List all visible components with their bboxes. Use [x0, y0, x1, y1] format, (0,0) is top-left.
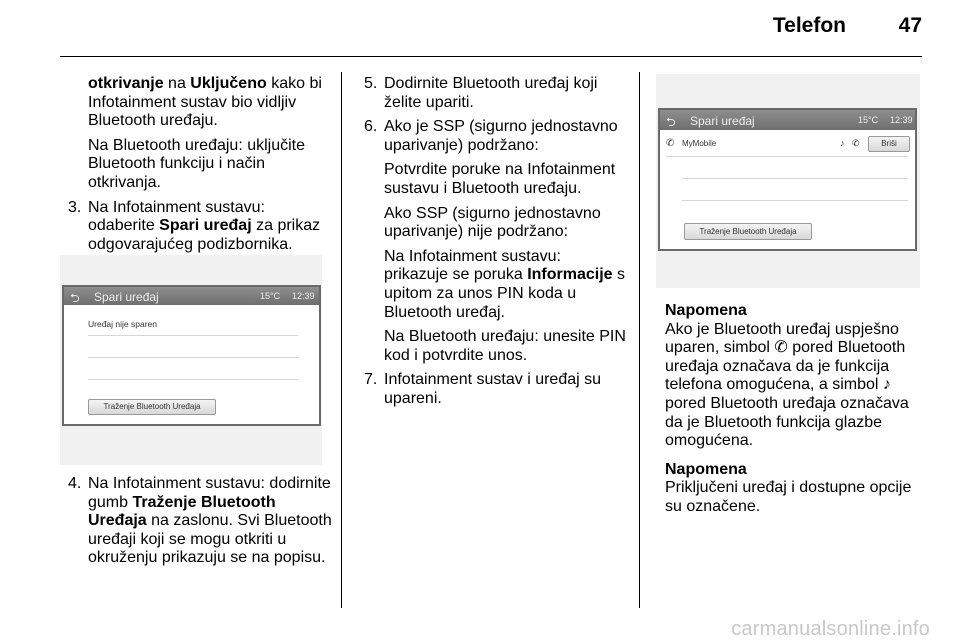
search-bluetooth-button[interactable]: Traženje Bluetooth Uređaja [88, 399, 216, 415]
bold-term-trazenje: Traženje Bluetooth Uređaja [88, 493, 276, 530]
back-arrow-icon: ⮌ [70, 291, 80, 305]
step-6-confirm: Potvrdite poruke na Infotainment sustavu i Bluetooth uređaju. [384, 161, 616, 197]
bold-term-spari-uredaj: Spari uređaj [159, 217, 252, 235]
temperature-readout: 15°C [260, 291, 281, 301]
music-symbol-icon: ♪ [882, 376, 891, 394]
back-arrow-icon: ⮌ [666, 115, 676, 129]
note-1-text: Ako je Bluetooth uređaj uspješno uparen, simbol ✆ pored Bluetooth uređaja označava da je funkcija telefona omogućena, a simbol ♪ pored Bluetooth uređaja označava da je Bluetooth funkcija glazbe omogućena. [665, 320, 909, 450]
bold-term-ukljuceno: Uključeno [190, 75, 267, 92]
list-separator [682, 178, 908, 179]
no-device-message: Uređaj nije sparen [88, 319, 157, 329]
list-separator [666, 156, 908, 157]
phone-icon: ✆ [666, 138, 675, 149]
clock-readout: 12:39 [292, 291, 315, 301]
column-divider-2 [639, 72, 640, 608]
column-divider-1 [341, 72, 342, 608]
column-1 [62, 75, 332, 254]
step-3: 3. Na Infotainment sustavu: odaberite Spari uređaj za prikaz odgovarajućeg podizbornika. [68, 198, 321, 253]
infotainment-screen-1 [62, 285, 321, 426]
step-6-pin-message: Na Infotainment sustavu: prikazuje se poruka Informacije s upitom za unos PIN koda u Bluetooth uređaj. [384, 247, 625, 321]
page-header-title: Telefon [772, 14, 846, 37]
note-2-text: Priključeni uređaj i dostupne opcije su označene. [665, 479, 912, 515]
watermark: carmanualsonline.info [731, 618, 930, 640]
screenshot-panel-2 [656, 74, 920, 288]
step-7: 7. Infotainment sustav i uređaj su upareni. [364, 371, 602, 407]
screenshot-panel-1 [60, 255, 322, 465]
column-2 [358, 75, 626, 409]
infotainment-screen-2 [658, 108, 917, 251]
search-bluetooth-button[interactable]: Traženje Bluetooth Uređaja [684, 223, 812, 240]
screen-title: Spari uređaj [690, 114, 755, 128]
music-note-icon: ♪ [840, 138, 845, 148]
page-number: 47 [898, 14, 922, 37]
list-separator [88, 379, 298, 380]
step-6-enter-pin: Na Bluetooth uređaju: unesite PIN kod i potvrdite unos. [384, 328, 626, 364]
column-1-lower [62, 475, 332, 568]
screen-title-bar [660, 110, 915, 130]
step-6-not-supported: Ako SSP (sigurno jednostavno uparivanje) nije podržano: [384, 204, 601, 241]
list-separator [88, 357, 298, 358]
header-rule [60, 56, 922, 57]
step-6: 6. Ako je SSP (sigurno jednostavno uparivanje) podržano: [364, 118, 618, 154]
screen-title-bar [64, 287, 319, 305]
screen-title: Spari uređaj [94, 290, 159, 304]
bluetooth-device-paragraph: Na Bluetooth uređaju: uključite Bluetooth funkciju i način otkrivanja. [88, 136, 306, 191]
delete-button[interactable]: Briši [868, 136, 910, 152]
step-4: 4. Na Infotainment sustavu: dodirnite gumb Traženje Bluetooth Uređaja na zaslonu. Svi Bluetooth uređaji koji se mogu otkriti u okruženju prikazuju se na popisu. [68, 475, 332, 567]
note-heading-2: Napomena [665, 460, 747, 478]
continued-paragraph: otkrivanje na Uključeno kako bi Infotainment sustav bio vidljiv Bluetooth uređaju. [88, 75, 322, 130]
list-separator [682, 200, 908, 201]
step-5: 5. Dodirnite Bluetooth uređaj koji želite upariti. [364, 75, 598, 111]
temperature-readout: 15°C [858, 115, 879, 125]
bold-term-informacije: Informacije [527, 266, 613, 284]
clock-readout: 12:39 [890, 115, 913, 125]
phone-symbol-icon: ✆ [774, 339, 788, 357]
column-3 [665, 302, 927, 517]
device-name[interactable]: MyMobile [682, 139, 717, 148]
bold-term-otkrivanje: otkrivanje [88, 75, 164, 92]
bluetooth-phone-icon: ✆ [852, 138, 860, 148]
note-heading-1: Napomena [665, 302, 747, 319]
list-separator [88, 335, 298, 336]
